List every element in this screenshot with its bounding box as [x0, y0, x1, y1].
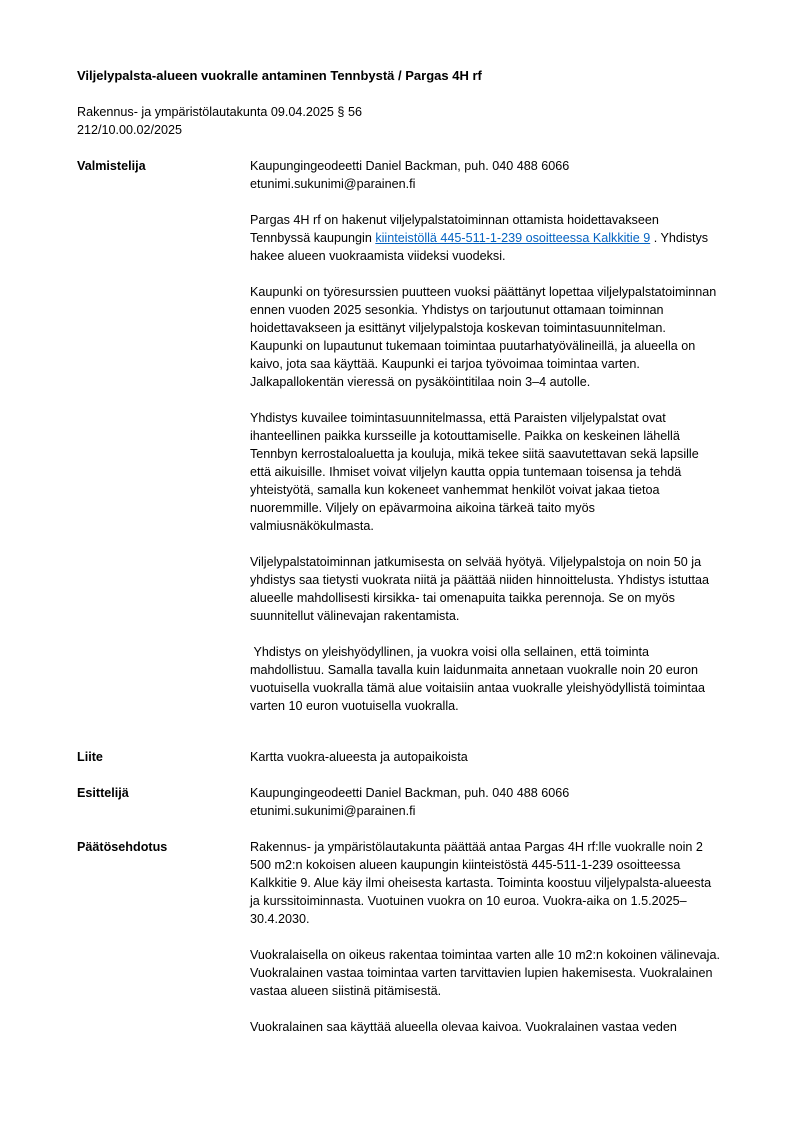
- document-title: Viljelypalsta-alueen vuokralle antaminen Tennbystä / Pargas 4H rf: [77, 68, 482, 83]
- valmistelija-label: Valmistelija: [77, 159, 146, 173]
- meeting-reference: Rakennus- ja ympäristölautakunta 09.04.2025 § 56: [77, 105, 362, 119]
- presenter-email: etunimi.sukunimi@parainen.fi: [250, 804, 416, 818]
- paatosehdotus-label: Päätösehdotus: [77, 840, 168, 854]
- well-paragraph: Vuokralainen saa käyttää alueella olevaa kaivoa. Vuokralainen vastaa veden: [250, 1020, 677, 1034]
- plan-paragraph: Yhdistys kuvailee toimintasuunnitelmassa, että Paraisten viljelypalstat ovat ihanteellinen paikka kursseille ja kotouttamiselle. Paikka on keskeinen lähellä Tennbyn kerrostaloaluetta ja kouluja, mikä tekee siitä saavutettavan sekä lapsille että aikuisille. Ihmiset voivat viljelyn kautta oppia tuntemaan toisensa ja tehdä yhteistyötä, samalla kun kokeneet vanhemmat henkilöt voivat jakaa tietoa nuoremmille. Viljely on epävarmoina aikoina tärkeä taito myös valmiusnäkökulmasta.: [250, 411, 699, 533]
- decision-paragraph: Rakennus- ja ympäristölautakunta päättää antaa Pargas 4H rf:lle vuokralle noin 2 500 m2:n kokoisen alueen kaupungin kiinteistöstä 445-511-1-239 osoitteessa Kalkkitie 9. Alue käy ilmi oheisesta kartasta. Toiminta koostuu viljelypalsta-alueesta ja kurssitoiminnasta. Vuotuinen vuokra on 10 euroa. Vuokra-aika on 1.5.2025–30.4.2030.: [250, 840, 712, 926]
- benefit-paragraph: Viljelypalstatoiminnan jatkumisesta on selvää hyötyä. Viljelypalstoja on noin 50 ja yhdistys saa tietysti vuokrata niitä ja päättää niiden hinnoittelusta. Yhdistys istuttaa alueelle mahdollisesti kirsikka- tai omenapuita taikka perennoja. Se on myös suunnitellut välinevajan rakentamista.: [250, 555, 710, 623]
- attachment-text: Kartta vuokra-alueesta ja autopaikoista: [250, 750, 468, 764]
- valmistelija-section: [250, 157, 720, 715]
- preparer-name: Kaupungingeodeetti Daniel Backman, puh. 040 488 6066: [250, 159, 570, 173]
- property-link[interactable]: kiinteistöllä 445-511-1-239 osoitteessa Kalkkitie 9: [375, 231, 651, 245]
- preparer-email: etunimi.sukunimi@parainen.fi: [250, 177, 416, 191]
- application-paragraph: Pargas 4H rf on hakenut viljelypalstatoiminnan ottamista hoidettavakseen Tennbyssä kaupungin kiinteistöllä 445-511-1-239 osoitteessa Kalkkitie 9 . Yhdistys hakee alueen vuokraamista viideksi vuodeksi.: [250, 213, 709, 263]
- esittelija-label: Esittelijä: [77, 786, 129, 800]
- background-paragraph: Kaupunki on työresurssien puutteen vuoksi päättänyt lopettaa viljelypalstatoiminnan ennen vuoden 2025 sesonkia. Yhdistys on tarjoutunut ottamaan toiminnan hoidettavakseen ja esittänyt viljelypalstoja koskevan toimintasuunnitelman. Kaupunki on lupautunut tukemaan toimintaa puutarhatyövälineillä, ja alueella on kaivo, jota saa käyttää. Kaupunki ei tarjoa työvoimaa toimintaa varten. Jalkapallokentän vieressä on pysäköintitilaa noin 3–4 autolle.: [250, 285, 717, 389]
- liite-label: Liite: [77, 750, 103, 764]
- shed-paragraph: Vuokralaisella on oikeus rakentaa toimintaa varten alle 10 m2:n kokoinen välinevaja. Vuokralainen vastaa toimintaa varten tarvittavien lupien hakemisesta. Vuokralainen vastaa alueen siistinä pitämisestä.: [250, 948, 720, 998]
- diary-number: 212/10.00.02/2025: [77, 123, 183, 137]
- rent-paragraph: Yhdistys on yleishyödyllinen, ja vuokra voisi olla sellainen, että toiminta mahdollistuu. Samalla tavalla kuin laidunmaita annetaan vuokralle noin 20 euron vuotuisella vuokralla tämä alue voitaisiin antaa vuokralle yleishyödyllistä toimintaa varten 10 euron vuotuisella vuokralla.: [250, 645, 709, 713]
- presenter-name: Kaupungingeodeetti Daniel Backman, puh. 040 488 6066: [250, 786, 570, 800]
- esittelija-section: [250, 784, 720, 820]
- paatosehdotus-section: [250, 838, 720, 1036]
- document-meta: [77, 103, 362, 139]
